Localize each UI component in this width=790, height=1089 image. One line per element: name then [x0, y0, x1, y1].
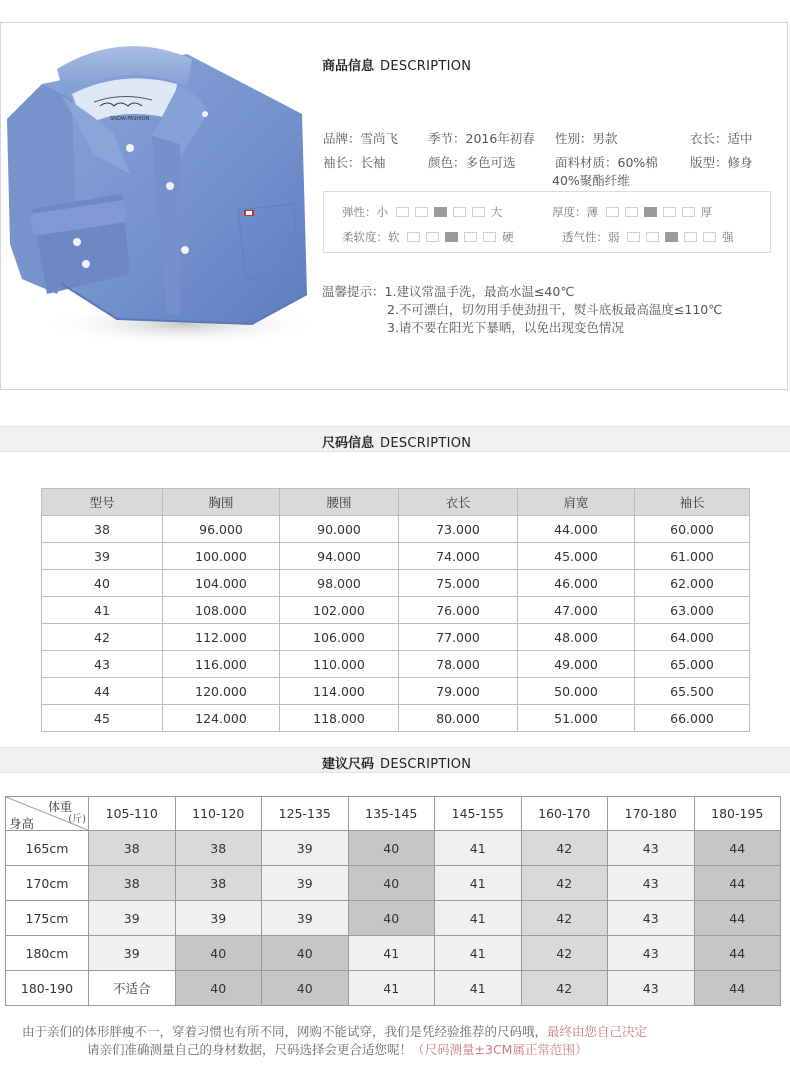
table-cell: 96.000	[163, 516, 280, 543]
size-cell: 39	[262, 866, 349, 901]
weight-header: 145-155	[435, 797, 522, 831]
table-cell: 114.000	[280, 678, 399, 705]
size-table-header	[42, 489, 750, 516]
table-cell: 118.000	[280, 705, 399, 732]
table-cell: 77.000	[399, 624, 518, 651]
height-label: 身高	[9, 816, 35, 831]
table-cell: 65.500	[635, 678, 750, 705]
table-cell: 48.000	[518, 624, 635, 651]
table-cell: 102.000	[280, 597, 399, 624]
size-cell: 42	[521, 936, 608, 971]
shirt-image	[2, 24, 314, 344]
table-cell: 46.000	[518, 570, 635, 597]
scale-breathability: 透气性：弱 强	[562, 230, 734, 244]
size-table	[41, 488, 750, 732]
table-row	[6, 936, 781, 971]
table-cell: 76.000	[399, 597, 518, 624]
size-cell: 40	[175, 971, 262, 1006]
height-cell: 175cm	[6, 901, 89, 936]
footer-note-line1: 由于亲们的体形胖瘦不一，穿着习惯也有所不同，网购不能试穿，我们是凭经验推荐的尺码哦，最终由您自己决定	[22, 1024, 648, 1039]
size-cell: 44	[694, 831, 781, 866]
table-cell: 116.000	[163, 651, 280, 678]
size-cell: 42	[521, 866, 608, 901]
size-cell: 44	[694, 866, 781, 901]
table-row	[42, 705, 750, 732]
col-header: 衣长	[399, 489, 518, 516]
corner-cell	[6, 797, 89, 831]
table-cell: 38	[42, 516, 163, 543]
col-header: 肩宽	[518, 489, 635, 516]
attr-fit: 版型：修身	[690, 155, 753, 170]
table-cell: 66.000	[635, 705, 750, 732]
footer-note-line2: 请亲们准确测量自己的身材数据，尺码选择会更合适您呢！（尺码测量±3CM属正常范围）	[87, 1042, 588, 1057]
weight-header: 180-195	[694, 797, 781, 831]
table-cell: 108.000	[163, 597, 280, 624]
table-cell: 44	[42, 678, 163, 705]
height-cell: 170cm	[6, 866, 89, 901]
table-cell: 106.000	[280, 624, 399, 651]
col-header: 腰围	[280, 489, 399, 516]
table-row	[42, 543, 750, 570]
table-cell: 63.000	[635, 597, 750, 624]
weight-header: 170-180	[608, 797, 695, 831]
table-cell: 74.000	[399, 543, 518, 570]
table-row	[42, 678, 750, 705]
weight-header: 105-110	[89, 797, 176, 831]
attr-fabric-line2: 40%聚酯纤维	[552, 173, 630, 188]
size-cell: 39	[262, 831, 349, 866]
table-cell: 64.000	[635, 624, 750, 651]
size-cell: 44	[694, 936, 781, 971]
size-cell: 39	[89, 936, 176, 971]
scale-elasticity: 弹性：小 大	[342, 205, 503, 219]
table-cell: 45	[42, 705, 163, 732]
size-cell: 43	[608, 971, 695, 1006]
size-cell: 40	[262, 971, 349, 1006]
table-cell: 49.000	[518, 651, 635, 678]
weight-header: 110-120	[175, 797, 262, 831]
size-cell: 38	[89, 831, 176, 866]
tips-prefix: 温馨提示：	[322, 284, 385, 299]
size-cell: 44	[694, 971, 781, 1006]
size-cell: 40	[262, 936, 349, 971]
size-cell: 41	[435, 971, 522, 1006]
table-cell: 47.000	[518, 597, 635, 624]
table-cell: 104.000	[163, 570, 280, 597]
size-cell: 44	[694, 901, 781, 936]
recommend-bar	[0, 747, 790, 773]
table-cell: 43	[42, 651, 163, 678]
attr-season: 季节：2016年初春	[428, 131, 535, 146]
table-row	[6, 866, 781, 901]
col-header: 胸围	[163, 489, 280, 516]
table-cell: 94.000	[280, 543, 399, 570]
table-row	[6, 971, 781, 1006]
size-cell: 41	[435, 936, 522, 971]
table-row	[42, 516, 750, 543]
table-row	[42, 624, 750, 651]
table-row	[42, 597, 750, 624]
size-cell: 41	[435, 866, 522, 901]
height-cell: 180-190	[6, 971, 89, 1006]
table-cell: 65.000	[635, 651, 750, 678]
table-cell: 79.000	[399, 678, 518, 705]
size-cell: 38	[89, 866, 176, 901]
size-cell: 42	[521, 831, 608, 866]
table-cell: 112.000	[163, 624, 280, 651]
table-cell: 40	[42, 570, 163, 597]
table-cell: 110.000	[280, 651, 399, 678]
size-cell: 41	[435, 901, 522, 936]
col-header: 袖长	[635, 489, 750, 516]
care-tips: 温馨提示：1.建议常温手洗，最高水温≤40℃ 2.不可漂白，切勿用手使劲扭干，熨斗底板最高温度≤110℃ 3.请不要在阳光下暴晒，以免出现变色情况	[322, 284, 723, 335]
size-cell: 43	[608, 831, 695, 866]
size-cell: 43	[608, 866, 695, 901]
recommend-title: 建议尺码 DESCRIPTION	[322, 757, 472, 772]
table-cell: 78.000	[399, 651, 518, 678]
size-cell: 40	[348, 866, 435, 901]
attr-fabric: 面料材质：60%棉	[555, 155, 658, 170]
size-cell: 40	[348, 901, 435, 936]
collar-label: SNOW-FASHION	[110, 116, 150, 122]
scale-thickness: 厚度：薄 厚	[552, 205, 713, 219]
size-cell: 43	[608, 901, 695, 936]
table-cell: 41	[42, 597, 163, 624]
col-header: 型号	[42, 489, 163, 516]
recommend-table	[5, 796, 781, 1006]
table-cell: 44.000	[518, 516, 635, 543]
table-row	[42, 651, 750, 678]
product-info-title: 商品信息 DESCRIPTION	[322, 59, 472, 74]
table-cell: 61.000	[635, 543, 750, 570]
size-cell: 39	[89, 901, 176, 936]
size-cell: 39	[175, 901, 262, 936]
table-row	[6, 901, 781, 936]
weight-unit: (斤)	[68, 814, 86, 825]
size-cell: 38	[175, 866, 262, 901]
height-cell: 165cm	[6, 831, 89, 866]
attr-brand: 品牌：雪尚飞	[323, 131, 399, 146]
size-cell: 41	[348, 936, 435, 971]
recommend-header-row	[6, 797, 781, 831]
table-cell: 98.000	[280, 570, 399, 597]
table-cell: 90.000	[280, 516, 399, 543]
table-cell: 62.000	[635, 570, 750, 597]
scale-softness: 柔软度：软 硬	[342, 230, 514, 244]
attr-gender: 性别：男款	[555, 131, 618, 146]
table-cell: 100.000	[163, 543, 280, 570]
table-cell: 120.000	[163, 678, 280, 705]
height-cell: 180cm	[6, 936, 89, 971]
size-cell: 42	[521, 971, 608, 1006]
table-cell: 45.000	[518, 543, 635, 570]
table-cell: 60.000	[635, 516, 750, 543]
table-cell: 42	[42, 624, 163, 651]
table-row	[6, 831, 781, 866]
table-cell: 50.000	[518, 678, 635, 705]
size-info-title: 尺码信息 DESCRIPTION	[322, 436, 472, 451]
size-cell: 40	[175, 936, 262, 971]
attr-color: 颜色：多色可选	[428, 155, 516, 170]
weight-header: 125-135	[262, 797, 349, 831]
size-cell: 38	[175, 831, 262, 866]
table-cell: 39	[42, 543, 163, 570]
table-cell: 124.000	[163, 705, 280, 732]
table-cell: 73.000	[399, 516, 518, 543]
weight-header: 160-170	[521, 797, 608, 831]
size-cell: 40	[348, 831, 435, 866]
weight-header: 135-145	[348, 797, 435, 831]
table-cell: 80.000	[399, 705, 518, 732]
weight-label: 体重	[47, 800, 72, 814]
size-cell: 43	[608, 936, 695, 971]
attr-length: 衣长：适中	[690, 131, 753, 146]
table-cell: 51.000	[518, 705, 635, 732]
size-info-bar	[0, 426, 790, 452]
size-cell: 42	[521, 901, 608, 936]
table-cell: 75.000	[399, 570, 518, 597]
size-cell: 39	[262, 901, 349, 936]
size-cell: 不适合	[89, 971, 176, 1006]
table-row	[42, 570, 750, 597]
size-cell: 41	[435, 831, 522, 866]
attr-sleeve: 袖长：长袖	[323, 155, 386, 170]
size-cell: 41	[348, 971, 435, 1006]
